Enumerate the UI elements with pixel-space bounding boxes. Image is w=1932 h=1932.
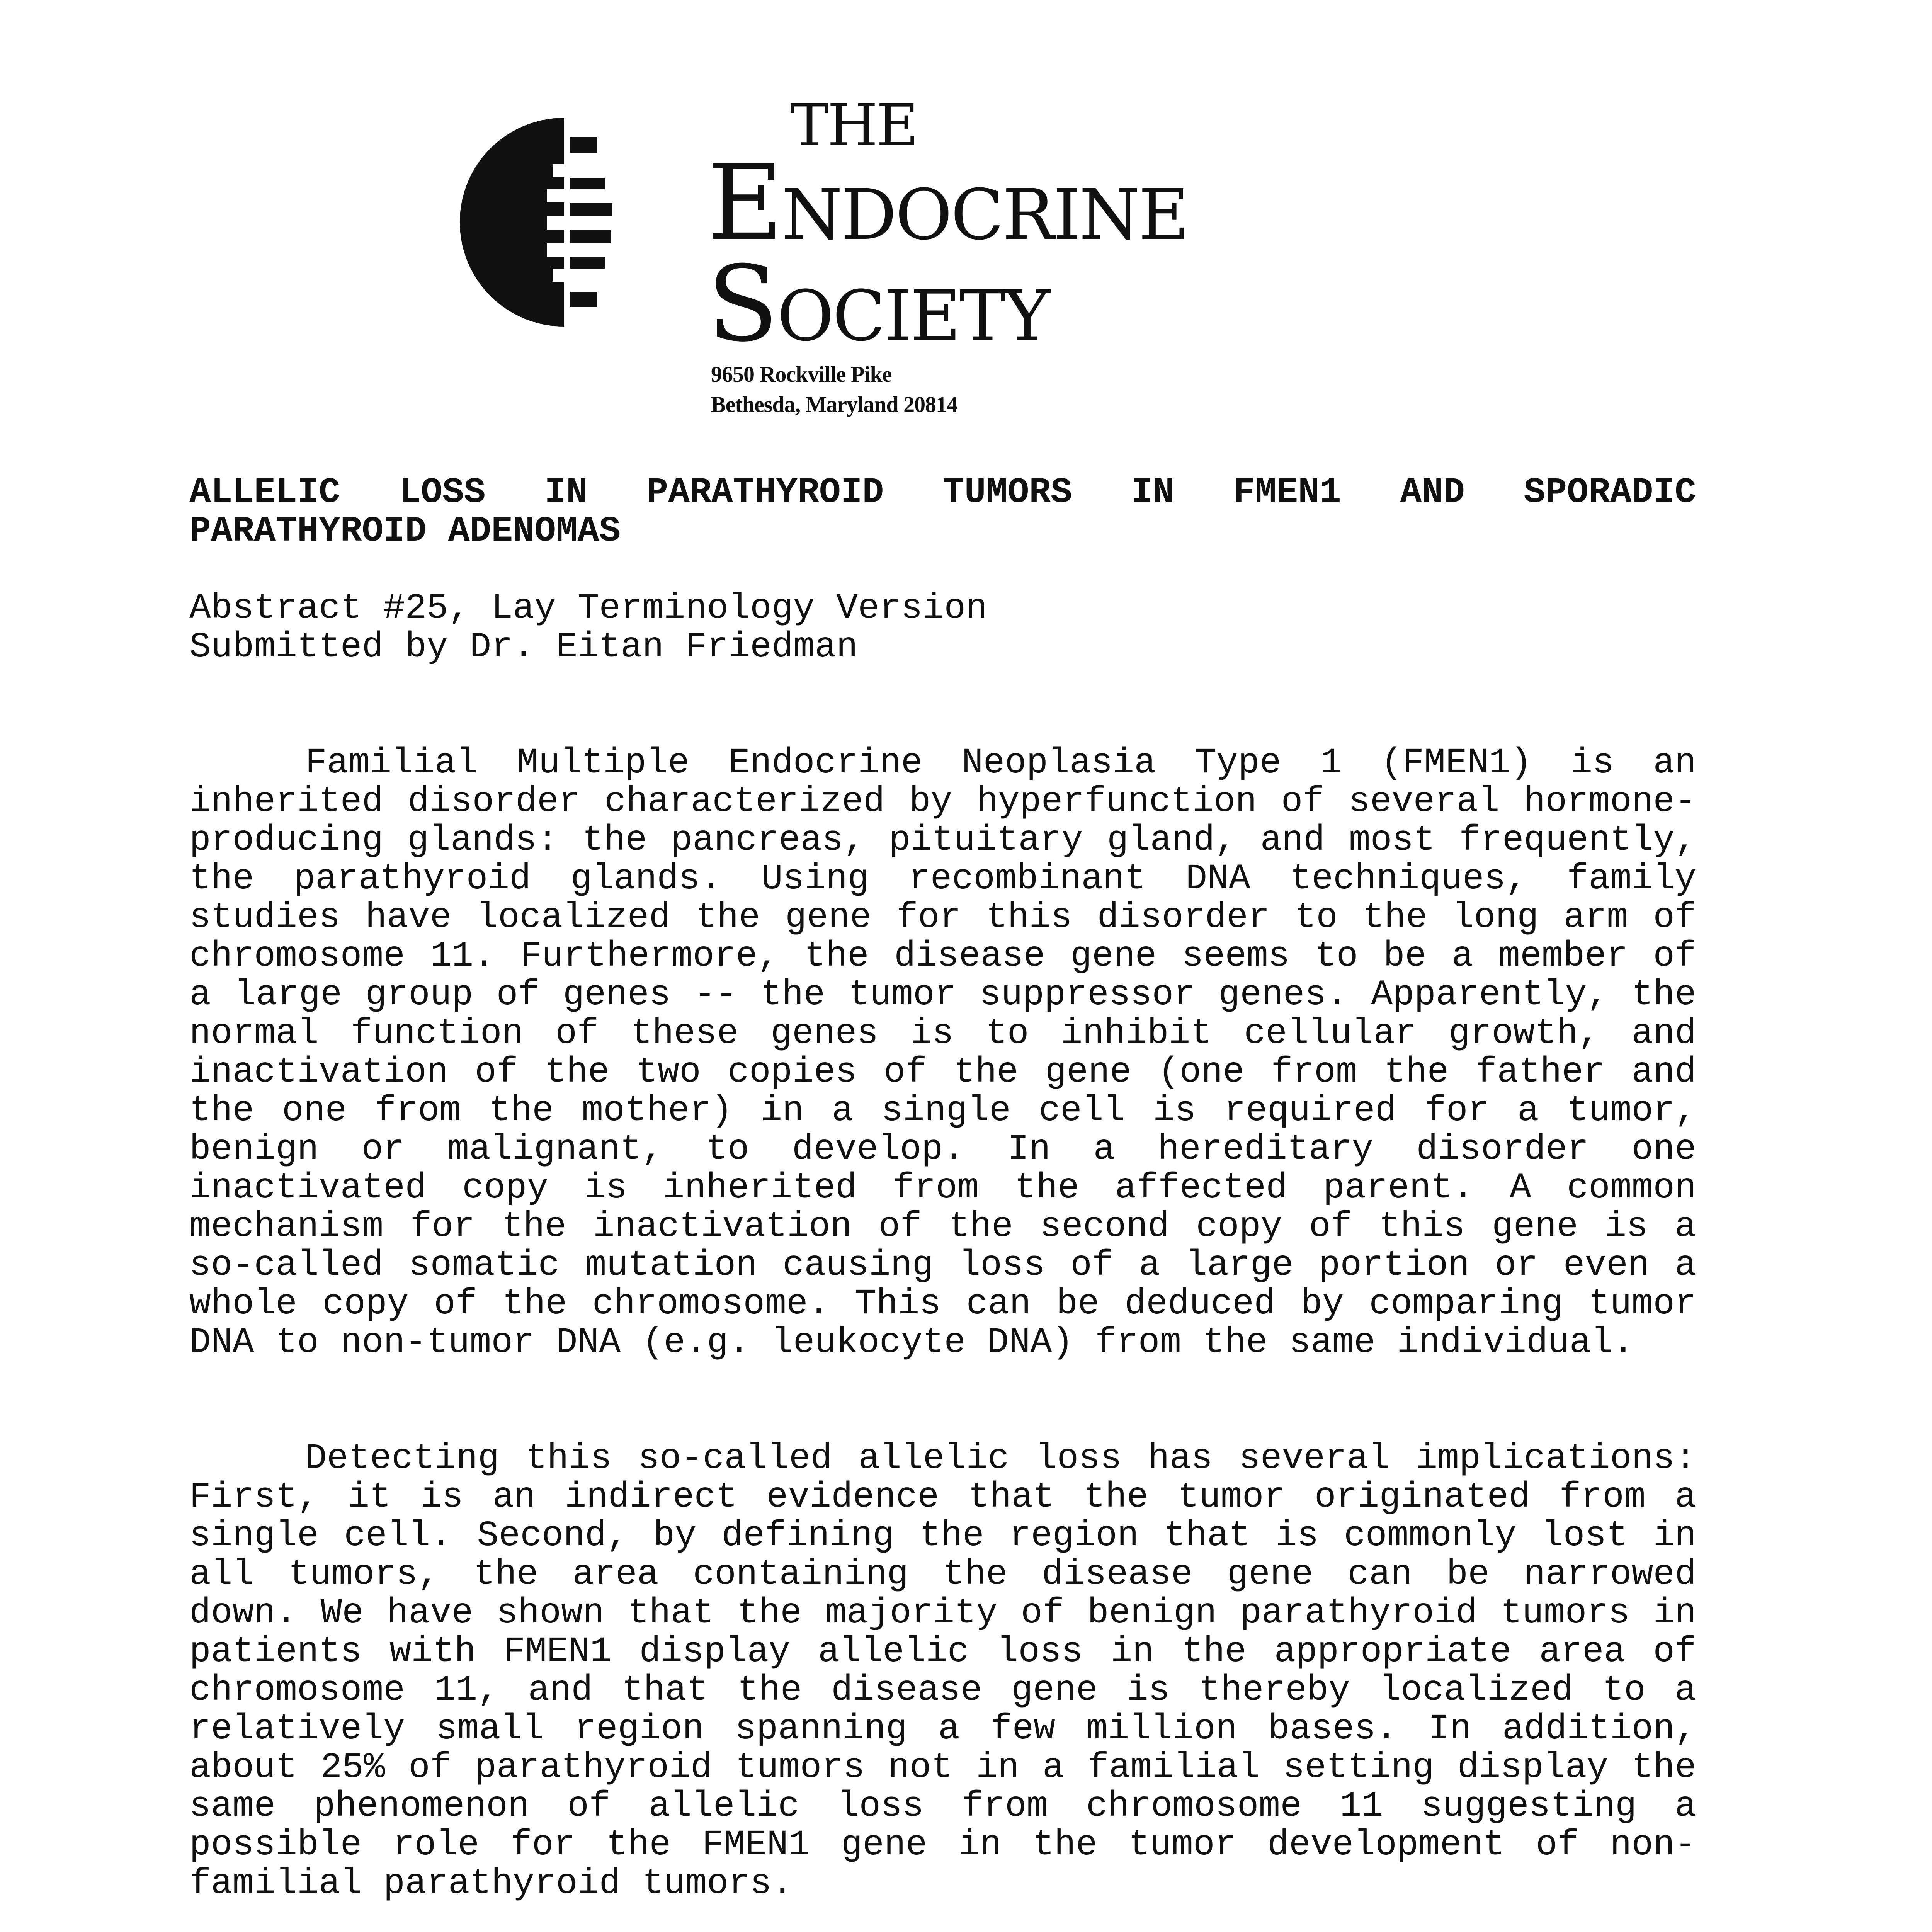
address-city: Bethesda, Maryland 20814 (711, 392, 958, 417)
society-name-the: THE (790, 92, 917, 159)
address-street: 9650 Rockville Pike (711, 362, 892, 387)
abstract-paragraph-1: Familial Multiple Endocrine Neoplasia Type 1 (FMEN1) is an inherited disorder characterized by hyperfunction of several hormone-producing glands: the pancreas, pituitary gland, and most frequently, the parathyroid glands. Using recombinant DNA techniques, family studies have localized the gene for this disorder to the long arm of chromosome 11. Furthermore, the disease gene seems to be a member of a large group of genes -- the tumor suppressor genes. Apparently, the normal function of these genes is to inhibit cellular growth, and inactivation of the two copies of the gene (one from the father and the one from the mother) in a single cell is required for a tumor, benign or malignant, to develop. In a hereditary disorder one inactivated copy is inherited from the affected parent. A common mechanism for the inactivation of the second copy of this gene is a so-called somatic mutation causing loss of a large portion or even a whole copy of the chromosome. This can be deduced by comparing tumor DNA to non-tumor DNA (e.g. leukocyte DNA) from the same individual. (189, 743, 1696, 1363)
submitted-by: Submitted by Dr. Eitan Friedman (189, 627, 858, 667)
endocrine-society-logo-icon (437, 114, 630, 330)
society-name-society: SOCIETY (707, 243, 1049, 365)
letterhead-address (711, 359, 957, 420)
abstract-paragraph-2: Detecting this so-called allelic loss has several implications: First, it is an indirect evidence that the tumor originated from a single cell. Second, by defining the region that is commonly lost in all tumors, the area containing the disease gene can be narrowed down. We have shown that the majority of benign parathyroid tumors in patients with FMEN1 display allelic loss in the appropriate area of chromosome 11, and that the disease gene is thereby localized to a relatively small region spanning a few million bases. In addition, about 25% of parathyroid tumors not in a familial setting display the same phenomenon of allelic loss from chromosome 11 suggesting a possible role for the FMEN1 gene in the tumor development of non-familial parathyroid tumors. (189, 1438, 1696, 1904)
abstract-number: Abstract #25, Lay Terminology Version (189, 588, 987, 629)
society-name (707, 92, 1188, 365)
document-title-line2: PARATHYROID ADENOMAS (189, 511, 621, 551)
document-title-line1: ALLELIC LOSS IN PARATHYROID TUMORS IN FMEN1 AND SPORADIC (189, 472, 1696, 513)
abstract-meta (189, 589, 987, 667)
society-name-endocrine: ENDOCRINE (707, 142, 1188, 264)
